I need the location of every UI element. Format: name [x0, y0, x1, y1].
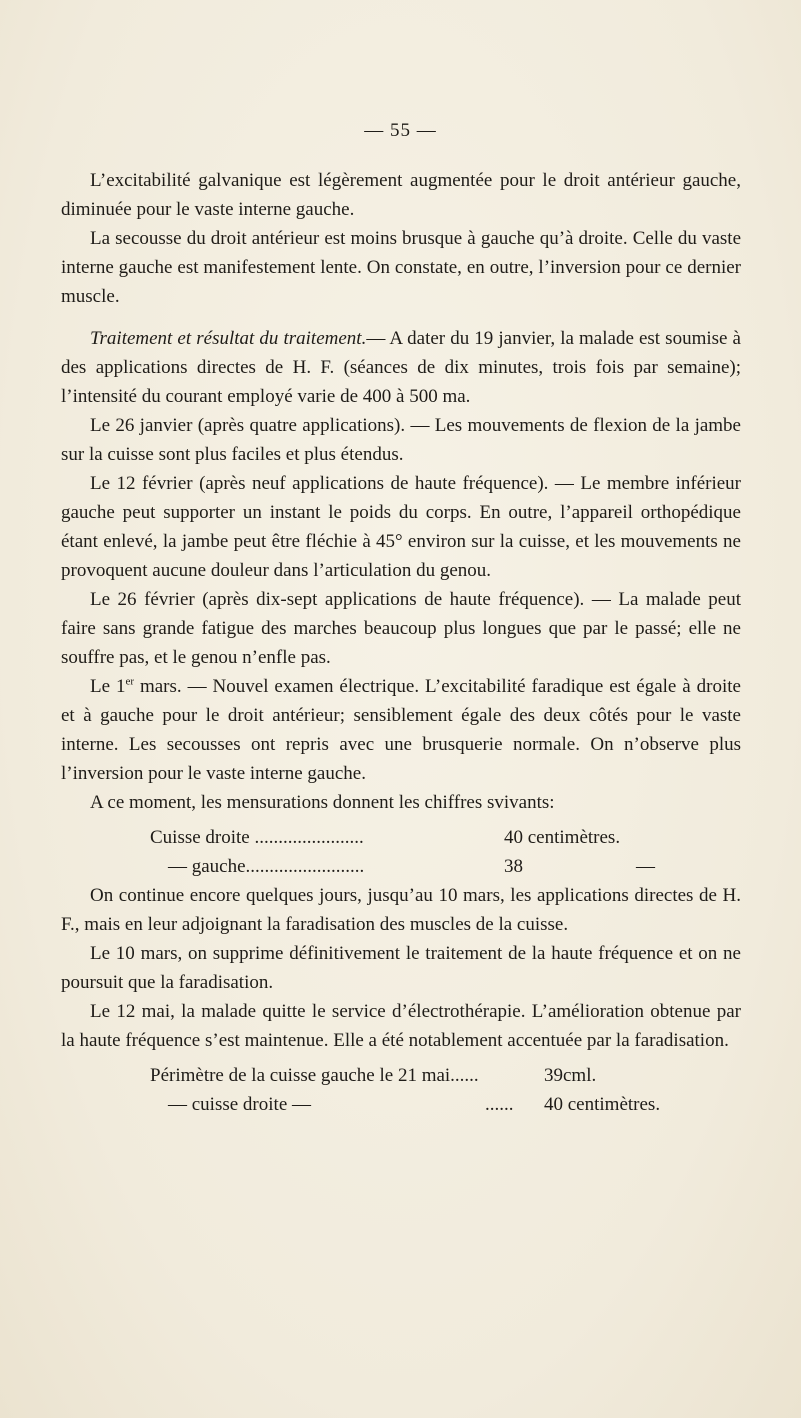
measurement-row-perimeter-right — [61, 1090, 741, 1119]
measurement-unit: — — [636, 856, 655, 877]
paragraph-26-fevrier: Le 26 février (après dix-sept applications de haute fréquence). — La malade peut faire sans grande fatigue des marches beaucoup plus longues que par le passé; elle ne souffre pas, et le genou n’enfle pas. — [61, 589, 741, 668]
measurement-value: 40 centimètres. — [504, 827, 621, 848]
paragraph-1er-mars-text: mars. — Nouvel examen électrique. L’excitabilité faradique est égale à droite et à gauche pour le droit antérieur; sensiblement égale des deux côtés pour le vaste interne. Les secousses ont repris avec une brusquerie normale. On n’observe plus l’inversion pour le vaste interne gauche. — [61, 676, 741, 784]
date-day: Le 1 — [90, 676, 126, 697]
paragraph-12-fevrier: Le 12 février (après neuf applications de haute fréquence). — Le membre inférieur gauche peut supporter un instant le poids du corps. En outre, l’appareil orthopédique étant enlevé, la jambe peut être fléchie à 45° environ sur la cuisse, et les mouvements ne provoquent aucune douleur dans l’articulation du genou. — [61, 473, 741, 581]
measurement-row-right-thigh — [61, 823, 741, 852]
paragraph-26-janvier: Le 26 janvier (après quatre applications). — Les mouvements de flexion de la jambe sur la cuisse sont plus faciles et plus étendus. — [61, 415, 741, 465]
date-superscript: er — [125, 675, 135, 688]
treatment-text: — A dater du 19 janvier, la malade est soumise à des applications directes de H. F. (séances de dix minutes, trois fois par semaine); l’intensité du courant employé varie de 400 à 500 ma. — [61, 328, 741, 407]
measurement-value: 38 — [504, 856, 523, 877]
measurement-label: — gauche......................... — [168, 856, 365, 877]
measurement-value: 40 centimètres. — [544, 1094, 661, 1115]
paragraph-12-mai: Le 12 mai, la malade quitte le service d’électrothérapie. L’amélioration obtenue par la haute fréquence s’est maintenue. Elle a été notablement accentuée par la faradisation. — [61, 1001, 741, 1051]
measurement-label: — cuisse droite — — [168, 1094, 312, 1115]
paragraph-treatment — [61, 324, 741, 411]
measurement-value: 39cml. — [544, 1065, 597, 1086]
paragraph-10-mars: Le 10 mars, on supprime définitivement le traitement de la haute fréquence et on ne poursuit que la faradisation. — [61, 943, 741, 993]
measurement-row-left-thigh — [61, 852, 741, 881]
paragraph-2: La secousse du droit antérieur est moins brusque à gauche qu’à droite. Celle du vaste interne gauche est manifestement lente. On constate, en outre, l’inversion pour ce dernier muscle. — [61, 228, 741, 307]
body-text — [61, 166, 741, 1119]
paragraph-1er-mars — [61, 672, 741, 788]
measurement-label: Cuisse droite ....................... — [150, 827, 364, 848]
measurement-label: Périmètre de la cuisse gauche le 21 mai...... — [150, 1065, 479, 1086]
measurement-row-perimeter-left — [61, 1061, 741, 1090]
treatment-heading: Traitement et résultat du traitement. — [90, 328, 367, 349]
paragraph-1: L’excitabilité galvanique est légèrement augmentée pour le droit antérieur gauche, diminuée pour le vaste interne gauche. — [61, 170, 741, 220]
paragraph-10-mars-continue: On continue encore quelques jours, jusqu’au 10 mars, les applications directes de H. F., mais en leur adjoignant la faradisation des muscles de la cuisse. — [61, 885, 741, 935]
measurement-dots: ...... — [485, 1094, 514, 1115]
page-number: — 55 — — [364, 120, 437, 141]
paragraph-mensurations: A ce moment, les mensurations donnent les chiffres svivants: — [90, 792, 555, 813]
